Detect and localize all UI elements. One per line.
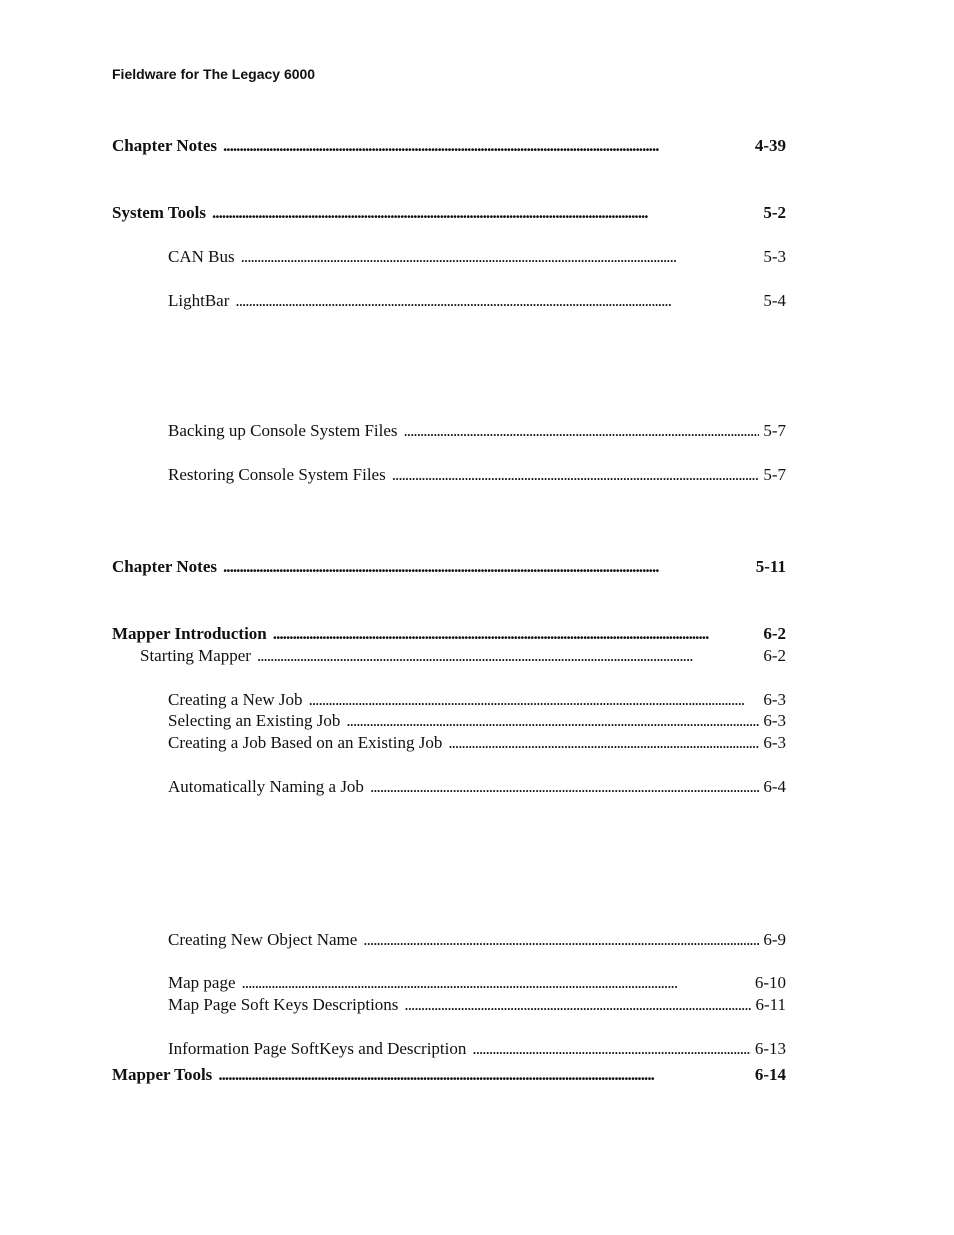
toc-entry-page: 6-3 xyxy=(763,711,786,730)
toc-entry-title: Automatically Naming a Job xyxy=(168,777,364,796)
toc-entry-creating-new-object-name xyxy=(168,930,786,950)
toc-entry-restoring-console xyxy=(168,465,786,485)
toc-entry-can-bus xyxy=(168,247,786,267)
toc-entry-system-tools xyxy=(112,203,786,223)
toc-entry-title: Map Page Soft Keys Descriptions xyxy=(168,995,399,1014)
toc-leader-dots xyxy=(257,646,759,666)
toc-entry-title: Mapper Introduction xyxy=(112,624,267,643)
toc-entry-page: 6-13 xyxy=(754,1039,786,1058)
toc-leader-dots xyxy=(235,291,759,311)
toc-entry-map-page xyxy=(168,973,786,993)
toc-entry-page: 5-3 xyxy=(763,247,786,266)
toc-entry-title: Creating a New Job xyxy=(168,690,303,709)
toc-entry-title: Map page xyxy=(168,973,236,992)
toc-entry-title: Selecting an Existing Job xyxy=(168,711,341,730)
toc-leader-dots xyxy=(273,624,760,644)
toc-entry-title: LightBar xyxy=(168,291,230,310)
toc-entry-mapper-introduction xyxy=(112,624,786,644)
toc-leader-dots xyxy=(218,1065,751,1085)
toc-entry-title: CAN Bus xyxy=(168,247,235,266)
toc-leader-dots xyxy=(212,203,759,223)
toc-leader-dots xyxy=(404,421,760,441)
toc-leader-dots xyxy=(363,930,759,950)
toc-entry-title: Starting Mapper xyxy=(140,646,251,665)
toc-leader-dots xyxy=(448,733,759,753)
toc-entry-page: 5-7 xyxy=(763,465,786,484)
toc-entry-page: 6-14 xyxy=(754,1065,786,1084)
toc-leader-dots xyxy=(392,465,760,485)
toc-entry-page: 5-4 xyxy=(763,291,786,310)
toc-entry-page: 4-39 xyxy=(754,136,786,155)
toc-entry-backing-up-console xyxy=(168,421,786,441)
toc-entry-automatically-naming-job xyxy=(168,777,786,797)
toc-entry-title: Information Page SoftKeys and Description xyxy=(168,1039,467,1058)
toc-entry-page: 6-3 xyxy=(763,733,786,752)
toc-leader-dots xyxy=(242,973,751,993)
toc-leader-dots xyxy=(404,995,751,1015)
toc-entry-title: Creating a Job Based on an Existing Job xyxy=(168,733,443,752)
toc-entry-chapter-notes-5 xyxy=(112,557,786,577)
toc-entry-title: System Tools xyxy=(112,203,206,222)
toc-entry-page: 5-2 xyxy=(763,203,786,222)
toc-entry-title: Mapper Tools xyxy=(112,1065,213,1084)
toc-entry-page: 6-2 xyxy=(763,646,786,665)
toc-entry-title: Chapter Notes xyxy=(112,136,217,155)
toc-entry-page: 6-3 xyxy=(763,690,786,709)
toc-entry-mapper-tools xyxy=(112,1065,786,1085)
toc-leader-dots xyxy=(309,690,760,710)
toc-entry-title: Creating New Object Name xyxy=(168,930,358,949)
toc-entry-page: 6-9 xyxy=(763,930,786,949)
toc-entry-title: Chapter Notes xyxy=(112,557,217,576)
toc-entry-information-page-softkeys xyxy=(168,1039,786,1059)
toc-entry-page: 6-10 xyxy=(754,973,786,992)
toc-entry-page: 5-11 xyxy=(755,557,786,576)
toc-entry-page: 6-11 xyxy=(755,995,786,1014)
toc-leader-dots xyxy=(370,777,759,797)
toc-leader-dots xyxy=(223,136,751,156)
toc-entry-page: 6-4 xyxy=(763,777,786,796)
toc-entry-page: 6-2 xyxy=(763,624,786,643)
toc-entry-selecting-existing-job xyxy=(168,711,786,731)
toc-entry-creating-new-job xyxy=(168,690,786,710)
toc-entry-lightbar xyxy=(168,291,786,311)
toc-entry-page: 5-7 xyxy=(763,421,786,440)
toc-leader-dots xyxy=(223,557,752,577)
toc-entry-title: Backing up Console System Files xyxy=(168,421,398,440)
toc-leader-dots xyxy=(472,1039,750,1059)
toc-entry-chapter-notes-4 xyxy=(112,136,786,156)
toc-entry-map-page-soft-keys xyxy=(168,995,786,1015)
toc-entry-starting-mapper xyxy=(140,646,786,666)
toc-entry-title: Restoring Console System Files xyxy=(168,465,386,484)
toc-entry-creating-job-based-on-existing xyxy=(168,733,786,753)
toc-leader-dots xyxy=(241,247,760,267)
toc-leader-dots xyxy=(346,711,759,731)
running-header: Fieldware for The Legacy 6000 xyxy=(112,66,316,82)
